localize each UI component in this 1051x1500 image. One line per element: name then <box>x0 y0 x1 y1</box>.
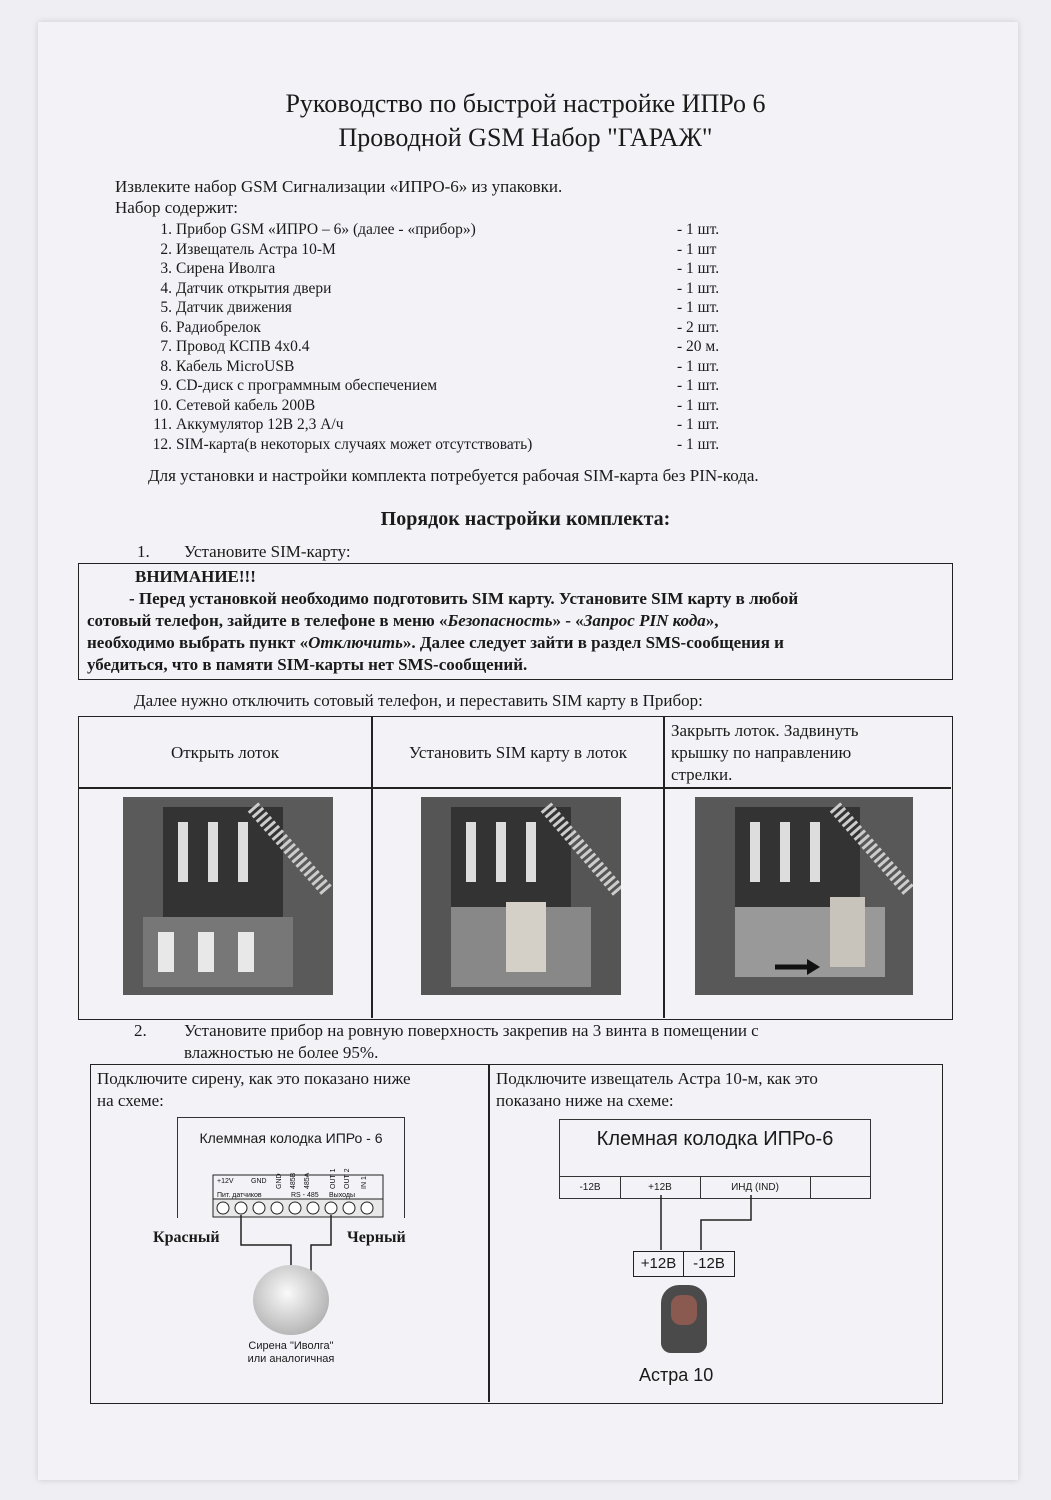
list-item: 7. Провод КСПВ 4х0.4 - 20 м. <box>160 338 720 355</box>
intro-contents-label: Набор содержит: <box>115 198 238 217</box>
sim-tray-close-photo <box>695 797 913 995</box>
contents-list <box>140 220 740 454</box>
terminal-label: GND <box>251 1178 267 1185</box>
warning-line-1: - Перед установкой необходимо подготовить SIM карту. Установите SIM карту в любой <box>129 589 799 608</box>
terminal-label: GND <box>276 1173 283 1189</box>
astra-block-title: Клемная колодка ИПРо-6 <box>596 1128 834 1150</box>
step1-num: 1. <box>137 542 150 561</box>
siren-instructions: Подключите сирену, как это показано ниже на схеме: <box>97 1069 411 1110</box>
terminal-label: 485A <box>304 1172 311 1189</box>
siren-terminal-strip <box>211 1145 386 1220</box>
warning-title: ВНИМАНИЕ!!! <box>135 567 256 586</box>
siren-block-title: Клеммная колодка ИПРо - 6 <box>199 1130 383 1146</box>
setup-heading: Порядок настройки комплекта: <box>380 508 671 530</box>
page-subtitle: Проводной GSM Набор "ГАРАЖ" <box>338 123 713 152</box>
astra-caption: Астра 10 <box>639 1365 714 1385</box>
step2-line-2: влажностью не более 95%. <box>184 1043 379 1062</box>
terminal-group: Пит. датчиков <box>217 1192 262 1199</box>
sim-tray-insert-photo <box>421 797 621 995</box>
astra-instructions: Подключите извещатель Астра 10-м, как это показано ниже на схеме: <box>496 1069 818 1110</box>
list-item: 9. CD-диск с программным обеспечением - 1 шт. <box>160 377 720 394</box>
sim-tray-open-photo <box>123 797 333 995</box>
requirement-text: Для установки и настройки комплекта потребуется рабочая SIM-карта без PIN-кода. <box>148 466 759 485</box>
list-item: 10. Сетевой кабель 200В - 1 шт. <box>152 396 720 414</box>
astra-plus-terminal: +12В <box>634 1252 684 1276</box>
astra-power-terminals <box>633 1251 735 1277</box>
astra-terminal: +12В <box>620 1177 701 1198</box>
sim-step-open: Открыть лоток <box>170 743 280 762</box>
intro-unpack: Извлеките набор GSM Сигнализации «ИПРО-6» из упаковки. <box>115 177 563 196</box>
terminal-group: RS - 485 <box>291 1192 319 1199</box>
sim-install-table <box>78 716 953 1020</box>
astra-terminal: ИНД (IND) <box>700 1177 811 1198</box>
list-item: 11. Аккумулятор 12В 2,3 А/ч - 1 шт. <box>153 416 720 433</box>
warning-box <box>78 563 953 680</box>
terminal-label: +12V <box>217 1178 234 1185</box>
siren-caption: Сирена "Иволга" или аналогичная <box>247 1340 335 1365</box>
terminal-label: IN 1 <box>361 1176 368 1189</box>
terminal-label: OUT 2 <box>344 1168 351 1189</box>
warning-line-4: убедиться, что в памяти SIM-карты нет SMS-сообщений. <box>87 655 528 674</box>
list-item: 12. SIM-карта(в некоторых случаях может отсутствовать) - 1 шт. <box>152 435 720 453</box>
astra-wires <box>631 1195 771 1255</box>
red-wire-label: Красный <box>153 1229 220 1246</box>
list-item: 2. Извещатель Астра 10-М - 1 шт <box>160 240 717 258</box>
siren-image <box>253 1265 329 1335</box>
move-sim-text: Далее нужно отключить сотовый телефон, и переставить SIM карту в Прибор: <box>134 691 703 710</box>
list-item: 5. Датчик движения - 1 шт. <box>160 299 720 316</box>
sim-step-insert: Установить SIM карту в лоток <box>408 743 628 762</box>
step1-text: Установите SIM-карту: <box>184 542 351 561</box>
astra-minus-terminal: -12В <box>693 1255 725 1272</box>
list-item: 6. Радиобрелок - 2 шт. <box>160 318 720 336</box>
list-item: 1. Прибор GSM «ИПРО – 6» (далее - «прибор») - 1 шт. <box>160 221 720 238</box>
terminal-label: 485B <box>290 1172 297 1189</box>
astra-sensor-image <box>661 1285 707 1353</box>
step2-num: 2. <box>134 1021 147 1040</box>
terminal-label: OUT 1 <box>330 1168 337 1189</box>
warning-line-3: необходимо выбрать пункт «Отключить». Далее следует зайти в раздел SMS-сообщения и <box>87 633 784 652</box>
sim-step-close: Закрыть лоток. Задвинуть крышку по направлению стрелки. <box>671 721 859 784</box>
warning-line-2: сотовый телефон, зайдите в телефоне в меню «Безопасность» - «Запрос PIN кода», <box>87 611 719 630</box>
wiring-table <box>90 1064 943 1404</box>
list-item: 4. Датчик открытия двери - 1 шт. <box>160 279 720 297</box>
terminal-group: Выходы <box>329 1192 355 1199</box>
black-wire-label: Черный <box>347 1229 406 1246</box>
astra-terminal: -12В <box>560 1177 621 1198</box>
astra-terminal-block <box>559 1119 871 1199</box>
step2-line-1: Установите прибор на ровную поверхность закрепив на 3 винта в помещении с <box>184 1021 759 1040</box>
list-item: 8. Кабель MicroUSB - 1 шт. <box>160 357 720 375</box>
list-item: 3. Сирена Иволга - 1 шт. <box>160 260 720 277</box>
page-title: Руководство по быстрой настройке ИПРо 6 <box>285 89 766 118</box>
